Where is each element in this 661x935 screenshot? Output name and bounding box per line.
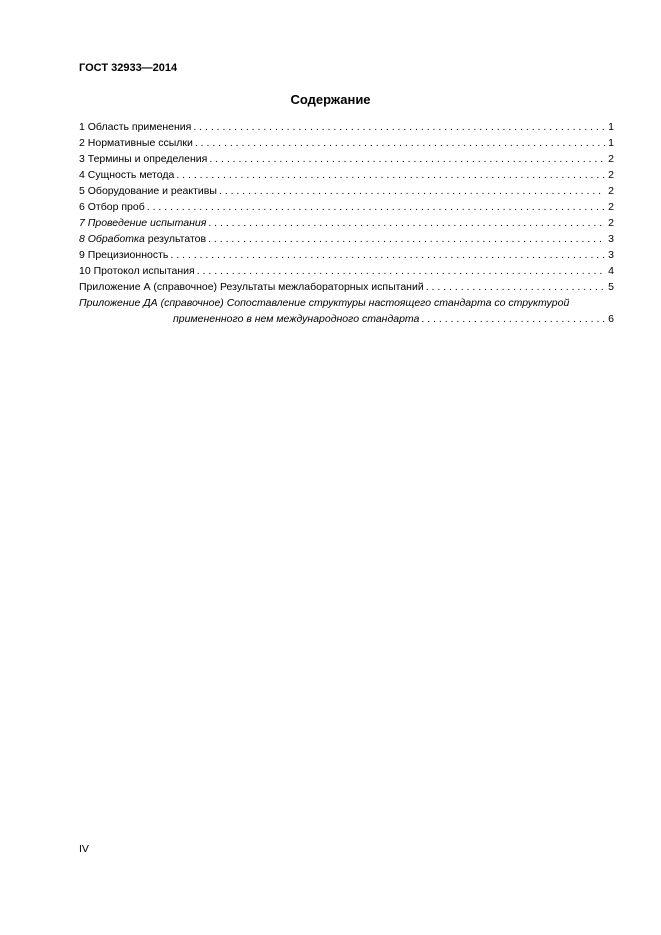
toc-dot-leader — [421, 311, 605, 327]
toc-entry-page: 2 — [608, 169, 614, 181]
toc-entry-number: 1 — [79, 121, 88, 133]
toc-entry-text: Сущность метода — [87, 169, 175, 181]
toc-dot-leader — [208, 231, 605, 247]
toc-entry-page: 2 — [608, 153, 614, 165]
toc-entry-label — [79, 263, 195, 279]
toc-entry-number: 6 — [79, 201, 88, 213]
toc-entry-continuation — [79, 311, 614, 327]
toc-entry-number: 5 — [79, 185, 88, 197]
page-number: IV — [79, 843, 89, 855]
toc-dot-leader — [193, 119, 605, 135]
toc-entry-text: Прецизионность — [87, 249, 169, 261]
toc-entry-text-line1: Приложение ДА (справочное) Сопоставление структуры настоящего стандарта со структурой — [79, 297, 570, 309]
page-title: Содержание — [290, 92, 371, 107]
toc-entry-label — [79, 247, 168, 263]
toc-entry-label — [79, 279, 424, 295]
toc-entry-number: 10 — [79, 265, 94, 277]
toc-entry-text: Обработка — [87, 233, 145, 245]
toc-entry-page: 1 — [608, 137, 614, 149]
toc-entry-label — [79, 183, 217, 199]
toc-entry-page: 2 — [608, 185, 614, 197]
toc-entry-text: Отбор проб — [87, 201, 145, 213]
toc-entry-number: 7 — [79, 217, 88, 229]
toc-entry-page: 6 — [608, 313, 614, 325]
toc-entry-number: 4 — [79, 169, 88, 181]
toc-entry-number: 3 — [79, 153, 88, 165]
toc-dot-leader — [208, 215, 605, 231]
toc-entry-label — [79, 151, 207, 167]
toc-entry-page: 2 — [608, 217, 614, 229]
toc-entry-6[interactable] — [79, 199, 614, 215]
toc-entry-page: 3 — [608, 233, 614, 245]
toc-entry-text: Проведение испытания — [87, 217, 207, 229]
toc-entry-9[interactable] — [79, 247, 614, 263]
toc-entry-text: Область применения — [87, 121, 192, 133]
toc-entry-appendix-da[interactable] — [79, 295, 614, 327]
toc-entry-3[interactable] — [79, 151, 614, 167]
toc-entry-page: 5 — [608, 281, 614, 293]
toc-entry-1[interactable] — [79, 119, 614, 135]
toc-entry-text-line2: примененного в нем международного стандарта — [173, 313, 420, 325]
toc-entry-2[interactable] — [79, 135, 614, 151]
toc-entry-label — [79, 167, 174, 183]
toc-dot-leader — [426, 279, 605, 295]
toc-entry-page: 3 — [608, 249, 614, 261]
toc-entry-5[interactable] — [79, 183, 614, 199]
toc-entry-page: 1 — [608, 121, 614, 133]
toc-dot-leader — [209, 151, 605, 167]
document-header: ГОСТ 32933—2014 — [79, 62, 178, 74]
toc-entry-8[interactable] — [79, 231, 614, 247]
toc-entry-7[interactable] — [79, 215, 614, 231]
toc-entry-label — [79, 215, 206, 231]
table-of-contents — [79, 119, 614, 327]
toc-entry-label — [79, 119, 191, 135]
toc-entry-text: Приложение А (справочное) Результаты межлабораторных испытаний — [79, 281, 424, 293]
toc-entry-text: Нормативные ссылки — [87, 137, 193, 149]
toc-dot-leader — [195, 135, 605, 151]
toc-entry-text: Оборудование и реактивы — [87, 185, 217, 197]
toc-entry-appendix-a[interactable] — [79, 279, 614, 295]
toc-entry-number: 9 — [79, 249, 88, 261]
toc-dot-leader — [176, 167, 605, 183]
toc-entry-text: Протокол испытания — [93, 265, 195, 277]
toc-entry-label — [79, 135, 193, 151]
toc-entry-label — [79, 199, 145, 215]
toc-entry-4[interactable] — [79, 167, 614, 183]
toc-dot-leader — [170, 247, 605, 263]
toc-entry-page: 2 — [608, 201, 614, 213]
toc-dot-leader — [197, 263, 605, 279]
toc-entry-text: Термины и определения — [87, 153, 208, 165]
toc-entry-page: 4 — [608, 265, 614, 277]
toc-entry-10[interactable] — [79, 263, 614, 279]
toc-dot-leader — [219, 183, 605, 199]
toc-entry-number: 2 — [79, 137, 88, 149]
toc-entry-number: 8 — [79, 233, 88, 245]
toc-entry-label — [79, 231, 206, 247]
toc-entry-text-suffix: результатов — [144, 233, 207, 245]
toc-dot-leader — [147, 199, 605, 215]
